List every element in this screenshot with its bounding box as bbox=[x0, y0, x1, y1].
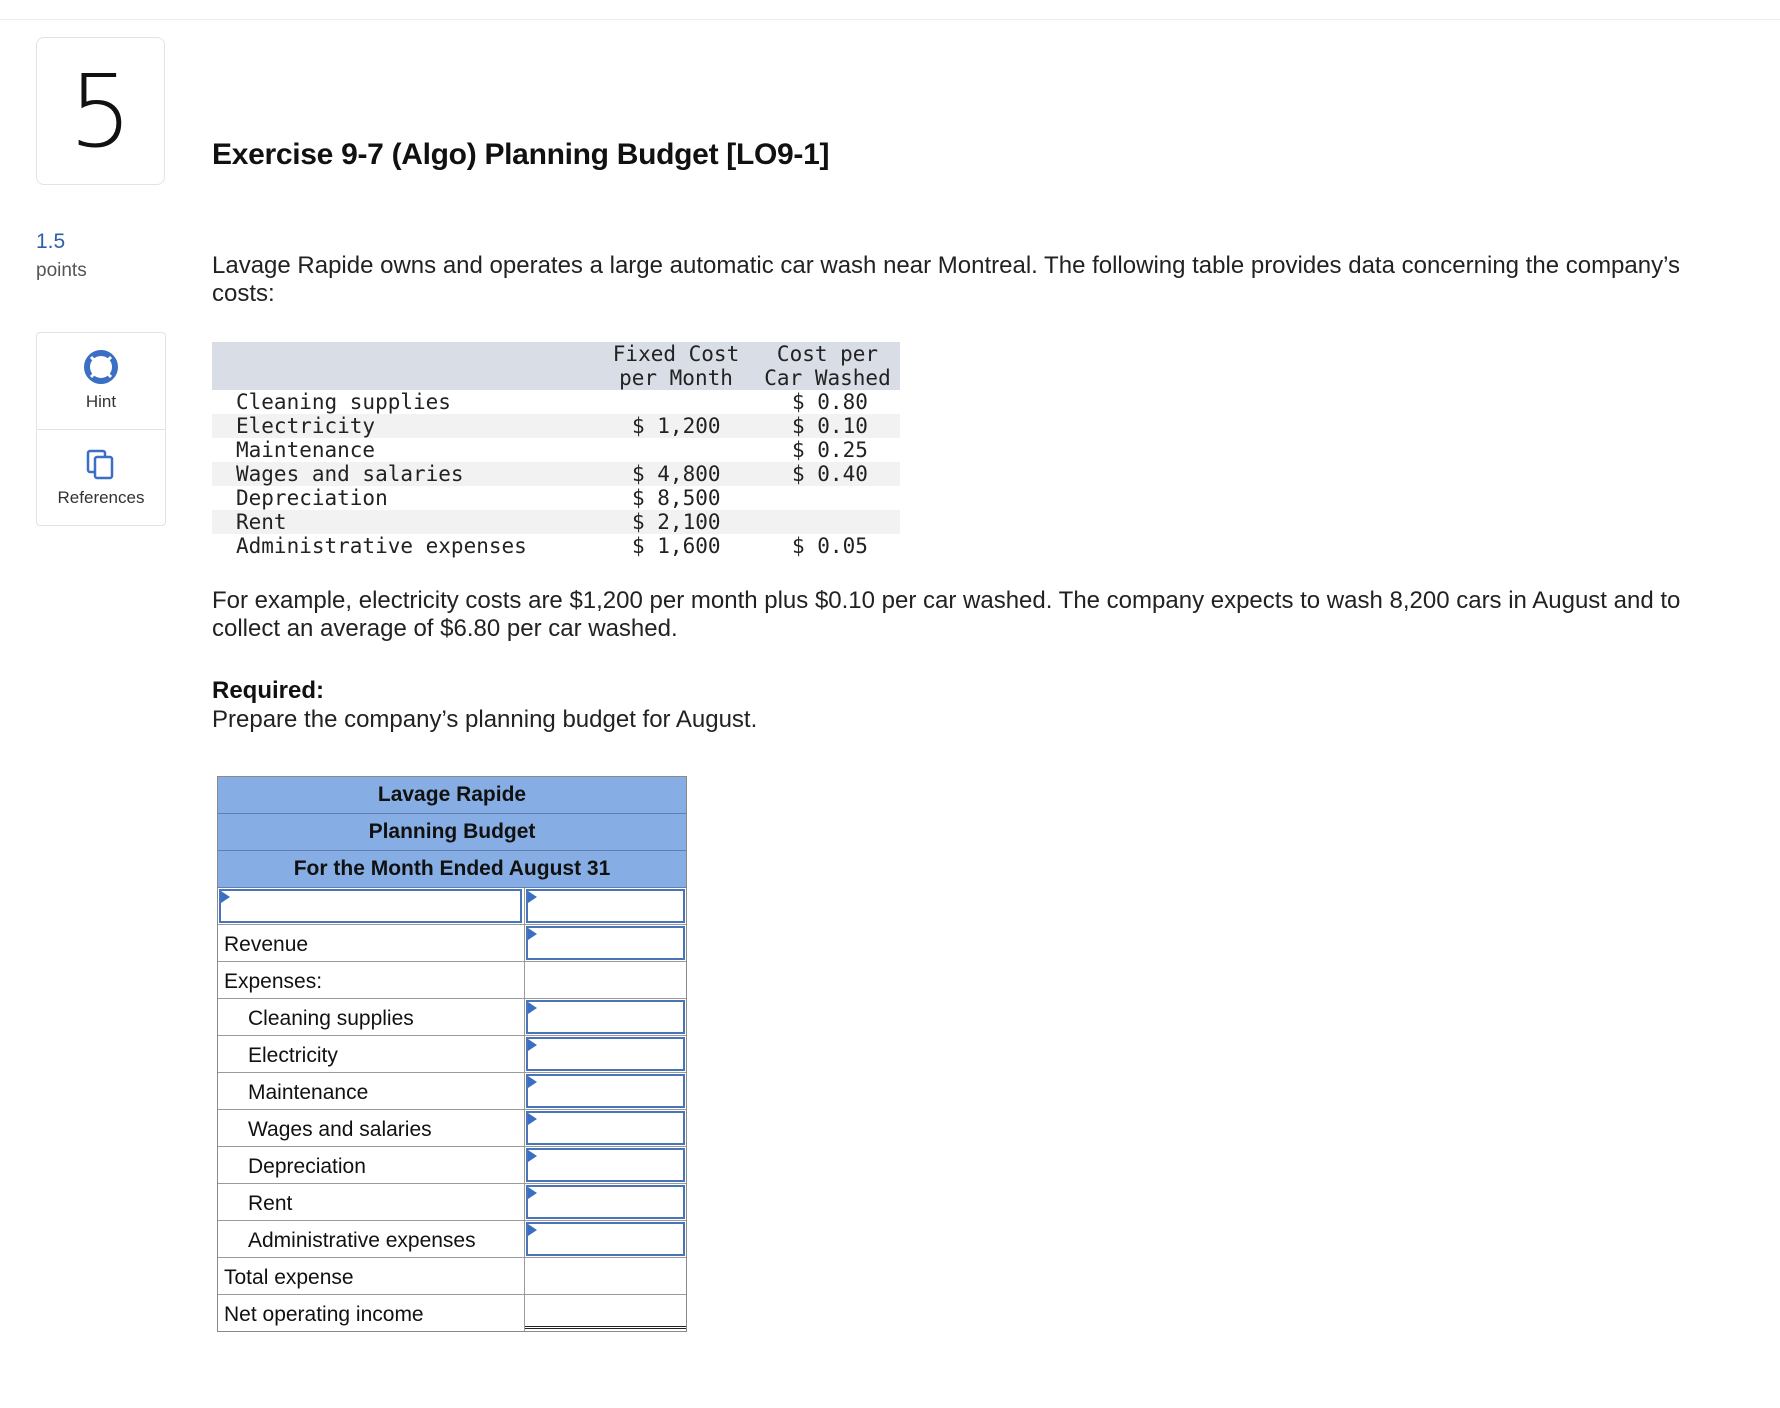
variable-cost-value: $ 0.40 bbox=[792, 462, 868, 486]
cost-table-header bbox=[212, 342, 900, 390]
cost-data-table bbox=[212, 342, 900, 558]
budget-row-label: Maintenance bbox=[218, 1073, 525, 1109]
references-label: References bbox=[57, 488, 145, 507]
budget-row-label: Total expense bbox=[218, 1258, 525, 1294]
cost-label: Cleaning supplies bbox=[236, 390, 451, 414]
hint-button[interactable] bbox=[37, 333, 165, 429]
administrative-input[interactable] bbox=[526, 1222, 685, 1256]
intro-text: Lavage Rapide owns and operates a large automatic car wash near Montreal. The following table provides data concerning the company’s costs: bbox=[212, 252, 1680, 307]
fixed-cost-value: $ 2,100 bbox=[632, 510, 721, 534]
rent-input[interactable] bbox=[526, 1185, 685, 1219]
tools-panel bbox=[36, 332, 166, 526]
rent-amount-cell bbox=[525, 1184, 686, 1220]
electricity-amount-cell bbox=[525, 1036, 686, 1072]
copy-pages-icon bbox=[85, 448, 117, 480]
electricity-input[interactable] bbox=[526, 1037, 685, 1071]
budget-statement-name: Planning Budget bbox=[218, 814, 686, 851]
lifebuoy-icon bbox=[84, 350, 118, 384]
fixed-cost-value: $ 1,200 bbox=[632, 414, 721, 438]
dropdown-marker-icon bbox=[528, 891, 537, 903]
budget-row-total-expense bbox=[218, 1257, 686, 1294]
fixed-cost-value: $ 1,600 bbox=[632, 534, 721, 558]
revenue-amount-cell bbox=[525, 925, 686, 961]
depreciation-amount-cell bbox=[525, 1147, 686, 1183]
budget-row-label: Expenses: bbox=[218, 962, 525, 998]
points-label: points bbox=[36, 260, 87, 281]
table-row bbox=[212, 510, 900, 534]
dropdown-marker-icon bbox=[528, 1002, 537, 1014]
points-value: 1.5 bbox=[36, 230, 66, 253]
total-expense-cell bbox=[525, 1258, 686, 1294]
references-button[interactable] bbox=[37, 429, 165, 526]
budget-row-electricity bbox=[218, 1035, 686, 1072]
budget-row-label: Electricity bbox=[218, 1036, 525, 1072]
table-row bbox=[212, 438, 900, 462]
maintenance-amount-cell bbox=[525, 1073, 686, 1109]
budget-row-label: Administrative expenses bbox=[218, 1221, 525, 1257]
budget-row-expenses bbox=[218, 961, 686, 998]
budget-period: For the Month Ended August 31 bbox=[218, 851, 686, 888]
dropdown-marker-icon bbox=[221, 891, 230, 903]
budget-row-administrative bbox=[218, 1220, 686, 1257]
variable-cost-value: $ 0.80 bbox=[792, 390, 868, 414]
cost-label: Depreciation bbox=[236, 486, 388, 510]
header-label-input[interactable] bbox=[219, 889, 522, 923]
dropdown-marker-icon bbox=[528, 1187, 537, 1199]
cost-label: Electricity bbox=[236, 414, 376, 438]
variable-cost-header bbox=[755, 342, 900, 390]
cost-label: Wages and salaries bbox=[236, 462, 464, 486]
budget-row-label: Net operating income bbox=[218, 1295, 525, 1331]
depreciation-input[interactable] bbox=[526, 1148, 685, 1182]
budget-header-row bbox=[218, 888, 686, 924]
dropdown-marker-icon bbox=[528, 1076, 537, 1088]
variable-cost-value: $ 0.05 bbox=[792, 534, 868, 558]
header-amount-input[interactable] bbox=[526, 889, 685, 923]
exercise-title: Exercise 9-7 (Algo) Planning Budget [LO9-1] bbox=[212, 138, 830, 171]
budget-row-wages bbox=[218, 1109, 686, 1146]
header-label-cell bbox=[218, 888, 525, 924]
required-label: Required: bbox=[212, 677, 325, 704]
wages-input[interactable] bbox=[526, 1111, 685, 1145]
budget-row-revenue bbox=[218, 924, 686, 961]
expenses-amount-cell bbox=[525, 962, 686, 998]
fixed-cost-header bbox=[612, 342, 740, 390]
budget-row-rent bbox=[218, 1183, 686, 1220]
cost-label: Administrative expenses bbox=[236, 534, 527, 558]
budget-company-name: Lavage Rapide bbox=[218, 777, 686, 814]
budget-row-depreciation bbox=[218, 1146, 686, 1183]
revenue-input[interactable] bbox=[526, 926, 685, 960]
dropdown-marker-icon bbox=[528, 1224, 537, 1236]
question-number: 5 bbox=[36, 37, 165, 185]
planning-budget-form bbox=[217, 776, 687, 1332]
required-text: Prepare the company’s planning budget for August. bbox=[212, 706, 758, 733]
fixed-cost-header-line2: per Month bbox=[619, 366, 733, 390]
budget-row-cleaning-supplies bbox=[218, 998, 686, 1035]
budget-row-label: Wages and salaries bbox=[218, 1110, 525, 1146]
fixed-cost-value: $ 8,500 bbox=[632, 486, 721, 510]
fixed-cost-value: $ 4,800 bbox=[632, 462, 721, 486]
example-text: For example, electricity costs are $1,200 per month plus $0.10 per car washed. The company expects to wash 8,200 cars in August and to collect an average of $6.80 per car washed. bbox=[212, 587, 1681, 642]
budget-row-label: Cleaning supplies bbox=[218, 999, 525, 1035]
top-divider bbox=[0, 19, 1780, 20]
table-row bbox=[212, 486, 900, 510]
cleaning-supplies-amount-cell bbox=[525, 999, 686, 1035]
budget-row-maintenance bbox=[218, 1072, 686, 1109]
fixed-cost-header-line1: Fixed Cost bbox=[612, 342, 740, 366]
net-operating-income-cell bbox=[525, 1295, 686, 1331]
dropdown-marker-icon bbox=[528, 1113, 537, 1125]
administrative-amount-cell bbox=[525, 1221, 686, 1257]
hint-label: Hint bbox=[85, 392, 117, 411]
budget-row-label: Depreciation bbox=[218, 1147, 525, 1183]
dropdown-marker-icon bbox=[528, 928, 537, 940]
variable-cost-value: $ 0.10 bbox=[792, 414, 868, 438]
budget-row-net-operating-income bbox=[218, 1294, 686, 1331]
dropdown-marker-icon bbox=[528, 1150, 537, 1162]
dropdown-marker-icon bbox=[528, 1039, 537, 1051]
variable-cost-header-line2: Car Washed bbox=[764, 366, 891, 390]
header-amount-cell bbox=[525, 888, 686, 924]
double-underline bbox=[525, 1326, 686, 1329]
table-row bbox=[212, 462, 900, 486]
maintenance-input[interactable] bbox=[526, 1074, 685, 1108]
budget-row-label: Revenue bbox=[218, 925, 525, 961]
cleaning-supplies-input[interactable] bbox=[526, 1000, 685, 1034]
table-row bbox=[212, 390, 900, 414]
table-row bbox=[212, 534, 900, 558]
cost-label: Rent bbox=[236, 510, 287, 534]
table-row bbox=[212, 414, 900, 438]
budget-row-label: Rent bbox=[218, 1184, 525, 1220]
variable-cost-value: $ 0.25 bbox=[792, 438, 868, 462]
wages-amount-cell bbox=[525, 1110, 686, 1146]
variable-cost-header-line1: Cost per bbox=[776, 342, 879, 366]
cost-label: Maintenance bbox=[236, 438, 376, 462]
